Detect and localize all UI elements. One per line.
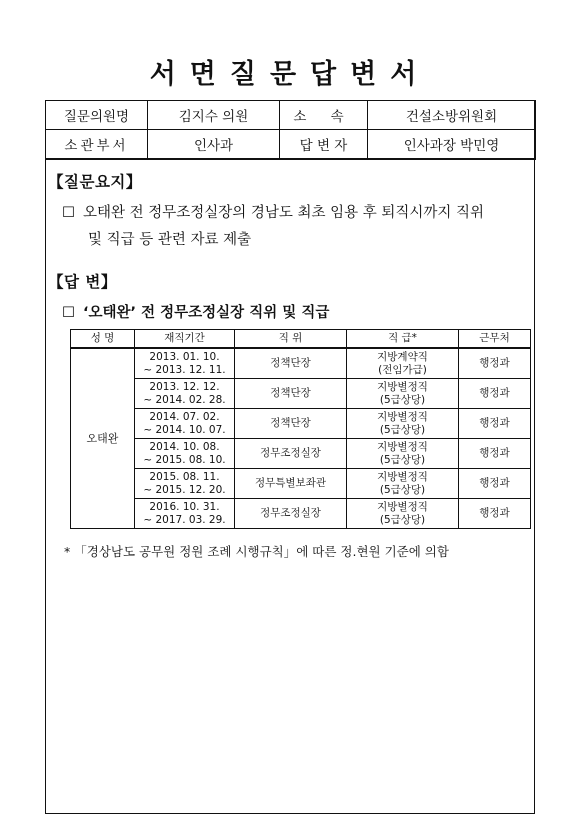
document-title: 서면질문답변서 xyxy=(149,59,431,90)
period-cell xyxy=(135,348,235,379)
position-cell: 정책단장 xyxy=(235,379,347,409)
question-heading: 【질문요지】 xyxy=(48,173,142,191)
office-cell: 행정과 xyxy=(459,439,531,469)
period-end: ~ 2015. 12. 20. xyxy=(143,483,226,496)
col-header-period: 재직기간 xyxy=(135,330,235,349)
office-cell: 행정과 xyxy=(459,469,531,499)
grade-level: (5급상당) xyxy=(379,513,426,526)
checkbox-icon: ☐ xyxy=(62,205,75,221)
period-start: 2013. 01. 10. xyxy=(149,350,220,363)
period-cell xyxy=(135,379,235,409)
committee-label: 소 속 xyxy=(280,101,368,130)
footnote: * 「경상남도 공무원 정원 조례 시행규칙」에 따른 정.현원 기준에 의함 xyxy=(64,544,449,559)
period-cell xyxy=(135,499,235,529)
header-table xyxy=(45,100,536,160)
answer-heading: 【답 변】 xyxy=(48,273,117,291)
answerer-value: 인사과장 박민영 xyxy=(368,130,536,159)
header-row-dept xyxy=(46,130,536,159)
period-cell xyxy=(135,469,235,499)
committee-value: 건설소방위원회 xyxy=(368,101,536,130)
career-table-header xyxy=(71,330,531,349)
period-start: 2016. 10. 31. xyxy=(149,500,220,513)
period-cell xyxy=(135,409,235,439)
question-line-2: 및 직급 등 관련 자료 제출 xyxy=(88,232,252,248)
office-cell: 행정과 xyxy=(459,499,531,529)
table-row xyxy=(71,439,531,469)
career-table xyxy=(70,329,531,529)
office-cell: 행정과 xyxy=(459,348,531,379)
col-header-grade: 직 급* xyxy=(347,330,459,349)
grade-type: 지방계약직 xyxy=(377,350,428,363)
period-end: ~ 2015. 08. 10. xyxy=(143,453,226,466)
col-header-position: 직 위 xyxy=(235,330,347,349)
col-header-name: 성 명 xyxy=(71,330,135,349)
grade-cell xyxy=(347,499,459,529)
grade-type: 지방별정직 xyxy=(377,410,428,423)
office-cell: 행정과 xyxy=(459,379,531,409)
grade-cell xyxy=(347,348,459,379)
position-cell: 정책단장 xyxy=(235,348,347,379)
grade-level: (5급상당) xyxy=(379,393,426,406)
grade-level: (5급상당) xyxy=(379,483,426,496)
grade-type: 지방별정직 xyxy=(377,470,428,483)
header-row-asker xyxy=(46,101,536,130)
table-row xyxy=(71,348,531,379)
period-start: 2014. 07. 02. xyxy=(149,410,220,423)
grade-cell xyxy=(347,469,459,499)
col-header-office: 근무처 xyxy=(459,330,531,349)
question-text xyxy=(62,200,532,254)
grade-type: 지방별정직 xyxy=(377,500,428,513)
grade-type: 지방별정직 xyxy=(377,440,428,453)
grade-level: (5급상당) xyxy=(379,453,426,466)
period-end: ~ 2017. 03. 29. xyxy=(143,513,226,526)
position-cell: 정책단장 xyxy=(235,409,347,439)
dept-value: 인사과 xyxy=(148,130,280,159)
grade-cell xyxy=(347,409,459,439)
office-cell: 행정과 xyxy=(459,409,531,439)
position-cell: 정무조정실장 xyxy=(235,499,347,529)
table-row xyxy=(71,379,531,409)
table-row xyxy=(71,499,531,529)
grade-cell xyxy=(347,379,459,409)
asker-value: 김지수 의원 xyxy=(148,101,280,130)
question-line-1-text: 오태완 전 정무조정실장의 경남도 최초 임용 후 퇴직시까지 직위 xyxy=(83,205,485,221)
answer-sub-heading-text: ‘오태완’ 전 정무조정실장 직위 및 직급 xyxy=(83,305,330,321)
period-cell xyxy=(135,439,235,469)
answer-sub-heading xyxy=(62,301,329,322)
checkbox-icon: ☐ xyxy=(62,305,75,321)
period-start: 2014. 10. 08. xyxy=(149,440,220,453)
grade-level: (전임가급) xyxy=(378,363,427,376)
asker-label: 질문의원명 xyxy=(46,101,148,130)
period-end: ~ 2014. 10. 07. xyxy=(143,423,226,436)
grade-cell xyxy=(347,439,459,469)
dept-label: 소관부서 xyxy=(46,130,148,159)
period-start: 2013. 12. 12. xyxy=(149,380,220,393)
position-cell: 정무특별보좌관 xyxy=(235,469,347,499)
grade-level: (5급상당) xyxy=(379,423,426,436)
question-line-1 xyxy=(62,200,532,227)
name-cell: 오태완 xyxy=(71,348,135,529)
period-end: ~ 2013. 12. 11. xyxy=(143,363,226,376)
grade-type: 지방별정직 xyxy=(377,380,428,393)
table-row xyxy=(71,469,531,499)
answerer-label: 답 변 자 xyxy=(280,130,368,159)
table-row xyxy=(71,409,531,439)
period-end: ~ 2014. 02. 28. xyxy=(143,393,226,406)
position-cell: 정무조정실장 xyxy=(235,439,347,469)
period-start: 2015. 08. 11. xyxy=(149,470,220,483)
